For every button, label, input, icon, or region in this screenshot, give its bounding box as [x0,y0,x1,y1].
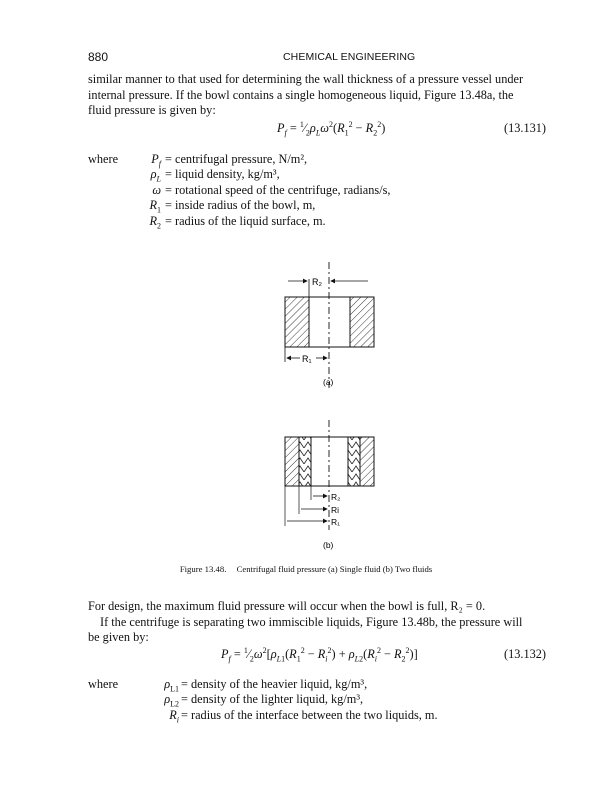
definition: = density of the heavier liquid, kg/m³, [181,677,368,691]
equation-13-132 [88,647,546,665]
bowl-wall-left-a [285,297,309,347]
paragraph-line: fluid pressure is given by: [88,103,216,117]
caption-number: Figure 13.48. [179,564,227,574]
equation-number: (13.132) [503,647,546,661]
label-r1-a: R₁ [302,354,312,364]
definition: = radius of the liquid surface, m. [165,213,326,228]
paragraph-line: internal pressure. If the bowl contains a single homogeneous liquid, Figure 13.48a, the [88,87,514,102]
equation-body: $P_f$ = $^1⁄_2\rho_L\omega^2(R_1^2 - R_2^2)$ [277,119,386,138]
definition: = radius of the interface between the two liquids, m. [181,707,438,722]
definition: = inside radius of the bowl, m, [165,198,316,213]
heavy-liquid-left [285,437,299,486]
symbol: $\rho_{L2}$ [164,692,179,709]
symbol: ω [152,182,161,197]
symbol: $R_2$ [149,213,161,231]
symbol: $\rho_{L1}$ [164,677,179,694]
where-lead: where [88,152,119,166]
symbol: $P_f$ [151,152,161,169]
where-lead: where [88,677,119,691]
symbol: $\rho_L$ [150,167,161,184]
definition: = liquid density, kg/m³, [165,167,280,182]
definition: = density of the lighter liquid, kg/m³, [181,692,364,707]
paragraph-line: similar manner to that used for determining the wall thickness of a pressure vessel under [88,72,524,86]
where-row [88,677,558,692]
where-row [88,692,558,707]
where-row [88,708,558,723]
page-number: 880 [88,50,109,64]
paragraph-line: For design, the maximum fluid pressure will occur when the bowl is full, R₂ = 0. [88,599,486,613]
label-r1-b: R₁ [331,517,341,527]
light-liquid-left [299,437,311,486]
running-title: CHEMICAL ENGINEERING [283,51,416,63]
caption-a: (a) [323,377,334,387]
heavy-liquid-right [360,437,374,486]
symbol: $R_i$ [169,707,179,725]
paragraph-line: be given by: [88,630,149,644]
where-list-2 [88,677,558,723]
paragraph-line: If the centrifuge is separating two immiscible liquids, Figure 13.48b, the pressure will [100,614,523,629]
paragraph-2 [88,599,546,646]
definition: = rotational speed of the centrifuge, radians/s, [165,182,391,197]
equation-number: (13.131) [503,121,546,135]
bowl-wall-right-a [350,297,374,347]
figure-a [285,262,374,388]
figure-caption [0,564,612,574]
equation-body: $P_f$ = $^1⁄_2\omega^2[\rho_{L1}(R_1^2 - R_i^2) + \rho_{L2}(R_i^2 - R_2^2)]$ [221,645,418,664]
label-r2-a: R₂ [312,277,322,287]
definition: = centrifugal pressure, N/m², [165,152,308,166]
caption-b: (b) [323,540,334,550]
label-r2-b: R₂ [331,492,341,502]
light-liquid-right [348,437,360,486]
symbol: $R_1$ [149,198,161,215]
caption-text: Centrifugal fluid pressure (a) Single fluid (b) Two fluids [236,564,433,574]
label-ri-b: Ri [331,505,340,515]
figure-b [285,420,374,550]
